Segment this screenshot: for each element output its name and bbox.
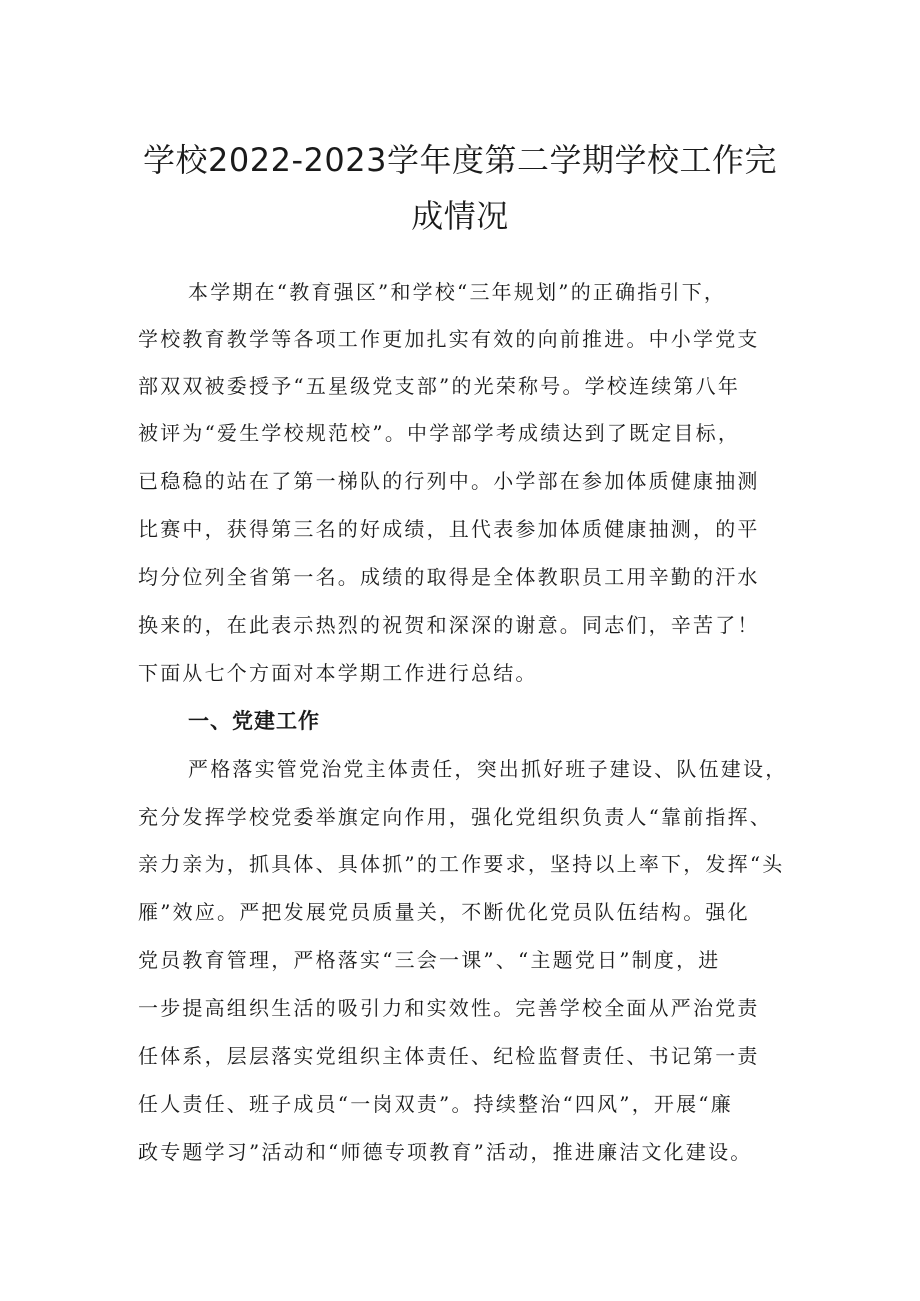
intro-paragraph-line: 均分位列全省第一名。成绩的取得是全体教职员工用辛勤的汗水 (138, 565, 760, 589)
document-title-line-1: 学校2022-2023学年度第二学期学校工作完 (143, 141, 777, 179)
intro-paragraph-line: 部双双被委授予“五星级党支部”的光荣称号。学校连续第八年 (138, 374, 741, 398)
section-heading-party-building: 一、党建工作 (188, 709, 320, 733)
intro-paragraph-line: 本学期在“教育强区”和学校“三年规划”的正确指引下， (188, 280, 727, 304)
section-paragraph-line: 一步提高组织生活的吸引力和实效性。完善学校全面从严治党责 (138, 996, 760, 1020)
document-title-line-2: 成情况 (411, 197, 509, 235)
section-paragraph-line: 雁”效应。严把发展党员质量关，不断优化党员队伍结构。强化 (138, 900, 750, 924)
section-paragraph-line: 亲力亲为，抓具体、具体抓”的工作要求，坚持以上率下，发挥“头 (138, 852, 785, 876)
section-paragraph-line: 严格落实管党治党主体责任，突出抓好班子建设、队伍建设， (188, 757, 788, 781)
intro-paragraph-line: 换来的，在此表示热烈的祝贺和深深的谢意。同志们，辛苦了！ (138, 613, 760, 637)
section-paragraph-line: 政专题学习”活动和“师德专项教育”活动，推进廉洁文化建设。 (138, 1140, 753, 1164)
section-paragraph-line: 任体系，层层落实党组织主体责任、纪检监督责任、书记第一责 (138, 1044, 760, 1068)
intro-paragraph-line: 学校教育教学等各项工作更加扎实有效的向前推进。中小学党支 (138, 327, 760, 351)
intro-paragraph-line: 已稳稳的站在了第一梯队的行列中。小学部在参加体质健康抽测 (138, 469, 760, 493)
section-paragraph-line: 充分发挥学校党委举旗定向作用，强化党组织负责人“靠前指挥、 (138, 805, 773, 829)
intro-paragraph-line: 下面从七个方面对本学期工作进行总结。 (138, 661, 538, 685)
intro-paragraph-line: 比赛中，获得第三名的好成绩，且代表参加体质健康抽测，的平 (138, 517, 760, 541)
intro-paragraph-line: 被评为“爱生学校规范校”。中学部学考成绩达到了既定目标， (138, 421, 741, 445)
section-paragraph-line: 党员教育管理，严格落实“三会一课”、“主题党日”制度，进 (138, 948, 721, 972)
section-paragraph-line: 任人责任、班子成员“一岗双责”。持续整治“四风”，开展“廉 (138, 1092, 733, 1116)
